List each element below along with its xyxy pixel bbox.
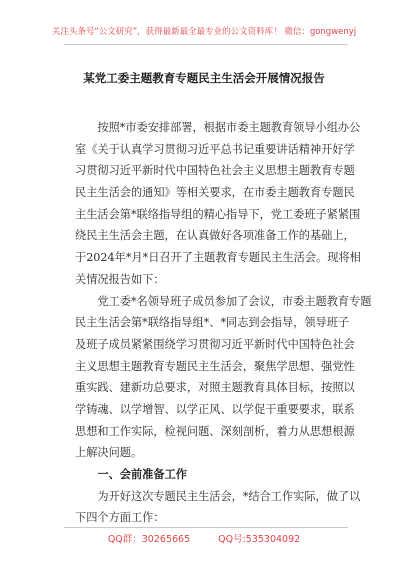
- footer-divider: [64, 527, 348, 528]
- body-line: 为开好这次专题民主生活会，*结合工作实际，做了以: [75, 489, 361, 503]
- body-line: 思想和工作实际，检视问题、深刻剖析，着力从思想根源: [75, 424, 355, 438]
- body-line: 党工委*名领导班子成员参加了会议，市委主题教育专题: [75, 294, 372, 308]
- body-line: 绕民主生活会主题，在认真做好各项准备工作的基础上，: [75, 229, 355, 243]
- body-line: 上解决问题。: [75, 446, 143, 460]
- section-heading: 一、会前准备工作: [75, 467, 187, 481]
- body-line: 下四个方面工作：: [75, 511, 165, 525]
- footer-contact: [0, 531, 408, 545]
- body-line: 于2024年*月*日召开了主题教育专题民主生活会。现将相: [75, 251, 361, 265]
- header-divider: [64, 44, 348, 45]
- body-line: 主生活会第*联络指导组的精心指导下，党工委班子紧紧围: [75, 207, 361, 221]
- body-line: 室《关于认真学习贯彻习近平总书记重要讲话精神开好学: [75, 142, 355, 156]
- document-title: 某党工委主题教育专题民主生活会开展情况报告: [83, 71, 325, 85]
- body-line: 按照*市委安排部署，根据市委主题教育领导小组办公: [75, 121, 361, 134]
- body-line: 主义思想主题教育专题民主生活会，聚焦学思想、强党性: [75, 359, 355, 373]
- body-line: 关情况报告如下：: [75, 272, 165, 286]
- body-line: 学铸魂、以学增智、以学正风、以学促干重要要求，联系: [75, 402, 355, 416]
- qq-number: QQ号:535304092: [218, 534, 301, 545]
- body-line: 民主生活会第*联络指导组*、*同志到会指导，领导班子: [75, 316, 350, 330]
- body-line: 民主生活会的通知》等相关要求，在市委主题教育专题民: [75, 186, 355, 200]
- body-line: 重实践、建新功总要求，对照主题教育具体目标，按照以: [75, 381, 355, 395]
- qq-group-number: QQ群：30265665: [107, 534, 191, 545]
- header-note: 关注头条号“公文研究”，获得最新最全最专业的公文资料库！ 微信：gongwenyj: [51, 27, 357, 37]
- document-body: [75, 117, 372, 529]
- body-line: 习贯彻习近平新时代中国特色社会主义思想主题教育专题: [75, 164, 355, 178]
- body-line: 及班子成员紧紧围绕学习贯彻习近平新时代中国特色社会: [75, 337, 355, 351]
